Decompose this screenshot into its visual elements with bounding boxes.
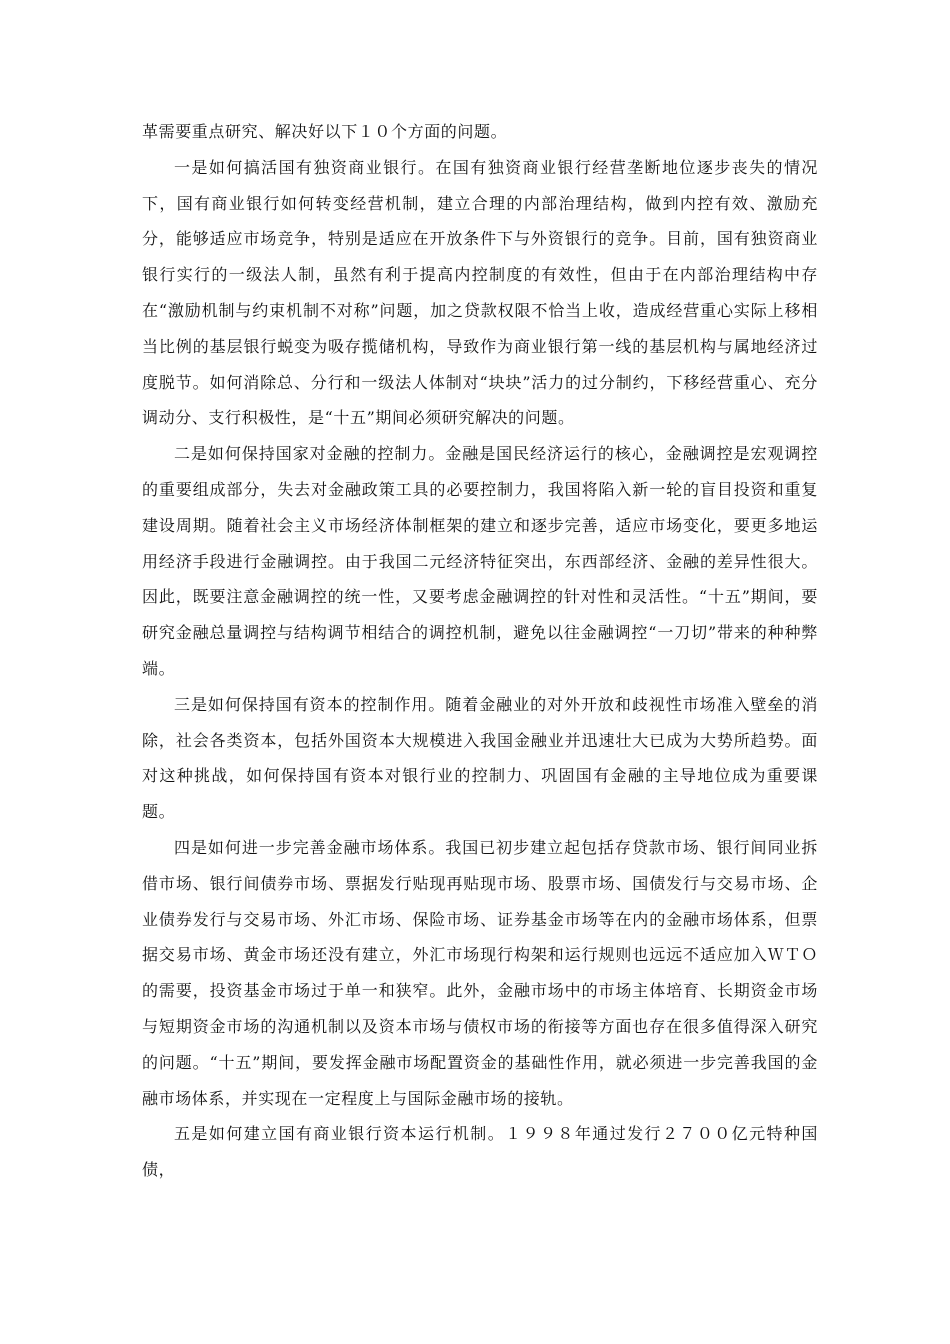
paragraph-continuation: 革需要重点研究、解决好以下１０个方面的问题。	[142, 122, 508, 141]
paragraph-point-four: 四是如何进一步完善金融市场体系。我国已初步建立起包括存贷款市场、银行间同业拆借市场、银行间债券市场、票据发行贴现再贴现市场、股票市场、国债发行与交易市场、企业债券发行与交易市场、外汇市场、保险市场、证券基金市场等在内的金融市场体系，但票据交易市场、黄金市场还没有建立，外汇市场现行构架和运行规则也远远不适应加入ＷＴＯ的需要，投资基金市场过于单一和狭窄。此外，金融市场中的市场主体培育、长期资金市场与短期资金市场的沟通机制以及资本市场与债权市场的衔接等方面也存在很多值得深入研究的问题。“十五”期间，要发挥金融市场配置资金的基础性作用，就必须进一步完善我国的金融市场体系，并实现在一定程度上与国际金融市场的接轨。	[142, 837, 818, 1108]
paragraph-point-five: 五是如何建立国有商业银行资本运行机制。１９９８年通过发行２７００亿元特种国债，	[142, 1124, 818, 1180]
paragraph-point-one: 一是如何搞活国有独资商业银行。在国有独资商业银行经营垄断地位逐步丧失的情况下，国有商业银行如何转变经营机制，建立合理的内部治理结构，做到内控有效、激励充分，能够适应市场竞争，特别是适应在开放条件下与外资银行的竞争。目前，国有独资商业银行实行的一级法人制，虽然有利于提高内控制度的有效性，但由于在内部治理结构中存在“激励机制与约束机制不对称”问题，加之贷款权限不恰当上收，造成经营重心实际上移相当比例的基层银行蜕变为吸存揽储机构，导致作为商业银行第一线的基层机构与属地经济过度脱节。如何消除总、分行和一级法人体制对“块块”活力的过分制约，下移经营重心、充分调动分、支行积极性，是“十五”期间必须研究解决的问题。	[142, 157, 818, 428]
paragraph-point-two: 二是如何保持国家对金融的控制力。金融是国民经济运行的核心，金融调控是宏观调控的重要组成部分，失去对金融政策工具的必要控制力，我国将陷入新一轮的盲目投资和重复建设周期。随着社会主义市场经济体制框架的建立和逐步完善，适应市场变化，要更多地运用经济手段进行金融调控。由于我国二元经济特征突出，东西部经济、金融的差异性很大。因此，既要注意金融调控的统一性，又要考虑金融调控的针对性和灵活性。“十五”期间，要研究金融总量调控与结构调节相结合的调控机制，避免以往金融调控“一刀切”带来的种种弊端。	[142, 444, 818, 678]
body-text	[142, 114, 818, 1188]
paragraph-point-three: 三是如何保持国有资本的控制作用。随着金融业的对外开放和歧视性市场准入壁垒的消除，社会各类资本，包括外国资本大规模进入我国金融业并迅速壮大已成为大势所趋势。面对这种挑战，如何保持国有资本对银行业的控制力、巩固国有金融的主导地位成为重要课题。	[142, 694, 818, 822]
